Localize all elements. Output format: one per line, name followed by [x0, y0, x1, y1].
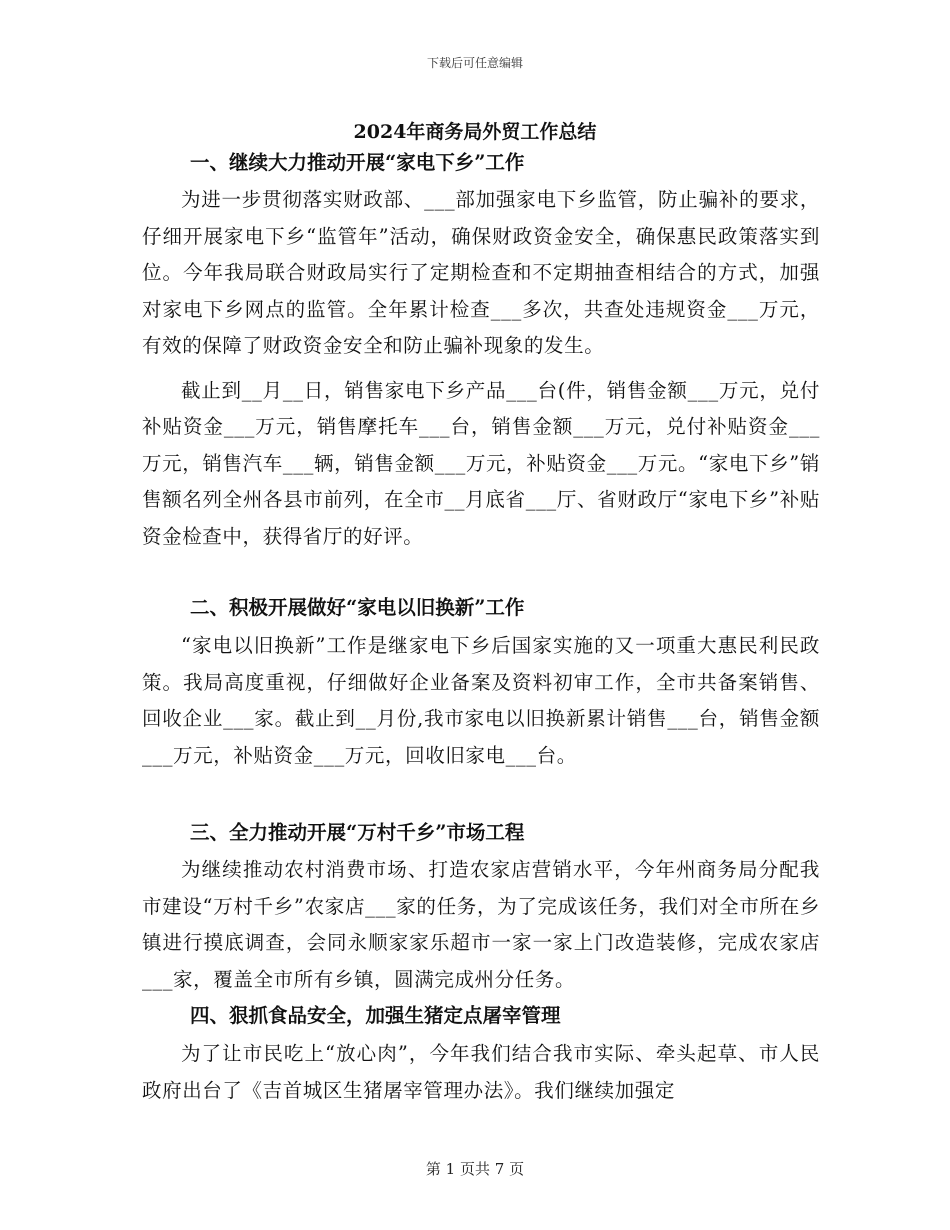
section-1-body: [142, 182, 820, 555]
section-1-paragraph-2: 截止到__月__日，销售家电下乡产品___台(件，销售金额___万元，兑付补贴资金___万元，销售摩托车___台，销售金额___万元，兑付补贴资金___万元，销售汽车___辆，销售金额___万元，补贴资金___万元。“家电下乡”销售额名列全州各县市前列，在全市__月底省___厅、省财政厅“家电下乡”补贴资金检查中，获得省厅的好评。: [142, 378, 820, 548]
page-footer: 第 1 页共 7 页: [425, 1160, 525, 1178]
section-2-body: [142, 628, 820, 774]
section-4-paragraph-1: 为了让市民吃上“放心肉”，今年我们结合我市实际、牵头起草、市人民政府出台了《吉首城区生猪屠宰管理办法》。我们继续加强定: [142, 1042, 820, 1102]
section-3-heading: 三、全力推动开展“万村千乡”市场工程: [190, 821, 525, 844]
section-4-heading: 四、狠抓食品安全，加强生猪定点屠宰管理: [190, 1004, 561, 1027]
download-note: 下载后可任意编辑: [426, 56, 523, 70]
section-3-body: [142, 852, 820, 998]
section-1-paragraph-1: 为进一步贯彻落实财政部、___部加强家电下乡监管，防止骗补的要求，仔细开展家电下乡“监管年”活动，确保财政资金安全，确保惠民政策落实到位。今年我局联合财政局实行了定期检查和不定期抽查相结合的方式，加强对家电下乡网点的监管。全年累计检查___多次，共查处违规资金___万元，有效的保障了财政资金安全和防止骗补现象的发生。: [142, 188, 820, 357]
section-2-paragraph-1: “家电以旧换新”工作是继家电下乡后国家实施的又一项重大惠民利民政策。我局高度重视，仔细做好企业备案及资料初审工作，全市共备案销售、回收企业___家。截止到__月份,我市家电以旧换新累计销售___台，销售金额___万元，补贴资金___万元，回收旧家电___台。: [142, 634, 820, 767]
section-3-paragraph-1: 为继续推动农村消费市场、打造农家店营销水平，今年州商务局分配我市建设“万村千乡”农家店___家的任务，为了完成该任务，我们对全市所在乡镇进行摸底调查，会同永顺家家乐超市一家一家上门改造装修，完成农家店___家，覆盖全市所有乡镇，圆满完成州分任务。: [142, 858, 820, 991]
section-4-body: [142, 1036, 820, 1109]
section-2-heading: 二、积极开展做好“家电以旧换新”工作: [190, 596, 525, 619]
section-1-heading: 一、继续大力推动开展“家电下乡”工作: [190, 151, 525, 174]
document-title: 2024年商务局外贸工作总结: [353, 121, 597, 143]
